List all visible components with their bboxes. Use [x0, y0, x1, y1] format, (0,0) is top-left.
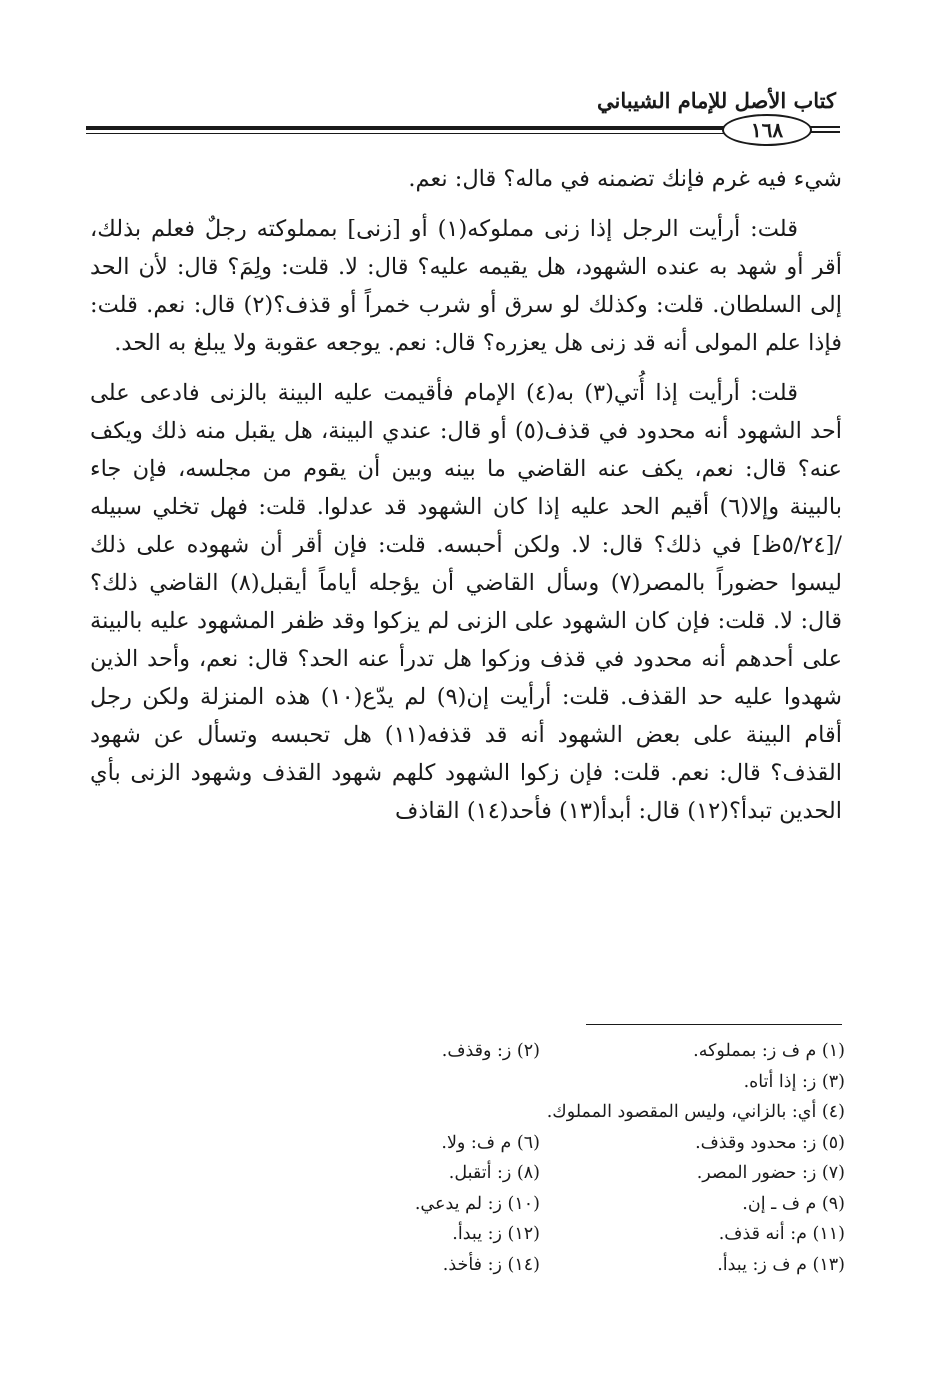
footnote: (١) م ف ز: بمملوكه.: [693, 1041, 845, 1061]
footnote: (٩) م ف ـ إن.: [742, 1193, 845, 1214]
footnote-row: [280, 1189, 845, 1220]
page-number: ١٦٨: [722, 114, 812, 146]
footnote: (١٢) ز: يبدأ.: [452, 1224, 540, 1244]
header-rule-thin: [86, 133, 784, 134]
main-text: [90, 160, 842, 830]
header-rule-thick: [86, 126, 784, 130]
footnote: (٢) ز: وقذف.: [441, 1041, 540, 1061]
footnotes: [280, 1036, 845, 1280]
footnote-row: [280, 1219, 845, 1250]
page-header: [86, 84, 840, 154]
footnote: [280, 1067, 540, 1098]
footnote: (٤) أي: بالزاني، وليس المقصود المملوك.: [546, 1102, 845, 1122]
footnote-row: [280, 1036, 845, 1067]
footnote-row: [280, 1067, 845, 1098]
footnote-row: [280, 1158, 845, 1189]
footnote: (٣) ز: إذا أتاه.: [743, 1071, 845, 1092]
footnote: (١٣) م ف ز: يبدأ.: [717, 1254, 845, 1275]
book-title: كتاب الأصل للإمام الشيباني: [597, 88, 836, 113]
footnote: (٦) م ف: ولا.: [441, 1132, 540, 1153]
footnote: (١١) م: أنه قذف.: [718, 1224, 845, 1244]
footnote: (٨) ز: أتقبل.: [448, 1163, 540, 1183]
footnote: (٧) ز: حضور المصر.: [696, 1163, 845, 1183]
footnote: (١٤) ز: فأخذ.: [442, 1254, 540, 1275]
footnote: (١٠) ز: لم يدعي.: [414, 1193, 540, 1214]
footnote-row: [280, 1097, 845, 1128]
footnote: (٥) ز: محدود وقذف.: [695, 1132, 845, 1153]
footnote-row: [280, 1128, 845, 1159]
paragraph: شيء فيه غرم فإنك تضمنه في ماله؟ قال: نعم.: [408, 166, 842, 192]
footnote-separator: [586, 1024, 842, 1025]
paragraph: قلت: أرأيت الرجل إذا زنى مملوكه(١) أو [زنى] بمملوكته رجلٌ فعلم بذلك، أقر أو شهد به عنده الشهود، هل يقيمه عليه؟ قال: لا. قلت: ولِمَ؟ قال: لأن الحد إلى السلطان. قلت: وكذلك لو سرق أو شرب خمراً أو قذف؟(٢) قال: نعم. قلت: فإذا علم المولى أنه قد زنى هل يعزره؟ قال: نعم. يوجعه عقوبة ولا يبلغ به الحد.: [90, 216, 842, 356]
paragraph: قلت: أرأيت إذا أُتي(٣) به(٤) الإمام فأقيمت عليه البينة بالزنى فادعى على أحد الشهود أنه محدود في قذف(٥) أو قال: عندي البينة، هل يقبل منه ذلك ويكف عنه؟ قال: نعم، يكف عنه القاضي ما بينه وبين أن يقوم من مجلسه، فإن جاء بالبينة وإلا(٦) أقيم الحد عليه إذا كان الشهود قد عدلوا. قلت: فهل تخلي سبيله /[٥/٢٤ظ] في ذلك؟ قال: لا. ولكن أحبسه. قلت: فإن أقر أن شهوده على ذلك ليسوا حضوراً بالمصر(٧) وسأل القاضي أن يؤجله أياماً أيقبل(٨) القاضي ذلك؟ قال: لا. قلت: فإن كان الشهود على الزنى لم يزكوا وقد ظفر المشهود عليه بالبينة على أحدهم أنه محدود في قذف وزكوا هل تدرأ عنه الحد؟ قال: نعم، وأحد الذين شهدوا عليه حد القذف. قلت: أرأيت إن(٩) لم يدّع(١٠) هذه المنزلة ولكن رجل أقام البينة على بعض الشهود أنه قد قذفه(١١) هل تحبسه وتسأل عن شهود القذف؟ قال: نعم. قلت: فإن زكوا الشهود كلهم شهود القذف وشهود الزنى بأي الحدين تبدأ؟(١٢) قال: أبدأ(١٣) فأحد(١٤) القاذف: [90, 380, 842, 824]
footnote-row: [280, 1250, 845, 1281]
